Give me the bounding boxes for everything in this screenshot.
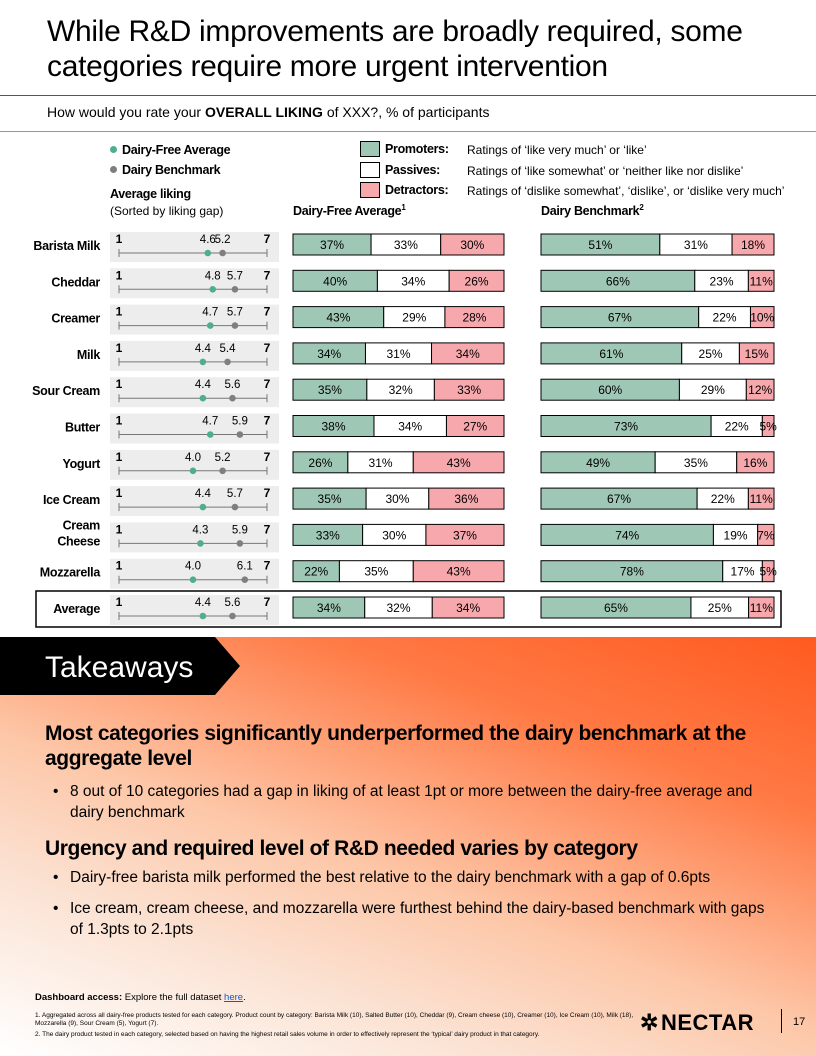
scale-min-label: 1 bbox=[115, 304, 123, 319]
dairy-free-bar-value-label: 35% bbox=[317, 492, 342, 507]
detractors-label: Detractors: bbox=[385, 183, 449, 197]
benchmark-bar-value-label: 19% bbox=[723, 528, 748, 543]
benchmark-avg-dot bbox=[232, 286, 239, 293]
dairy-free-avg-dot bbox=[205, 250, 212, 257]
benchmark-bar-value-label: 51% bbox=[588, 238, 613, 252]
liking-scale-background bbox=[110, 305, 279, 335]
category-label: Ice Cream bbox=[42, 493, 100, 508]
benchmark-avg-label: 5.7 bbox=[226, 488, 243, 501]
scale-max-label: 7 bbox=[263, 486, 271, 501]
benchmark-bar-value-label: 66% bbox=[605, 274, 630, 289]
dairy-free-bar-value-label: 26% bbox=[464, 274, 489, 289]
benchmark-bar-value-label: 67% bbox=[607, 492, 632, 507]
category-label: Yogurt bbox=[62, 456, 100, 471]
nectar-logo-text: NECTAR bbox=[660, 1010, 754, 1035]
dairy-free-bar-value-label: 31% bbox=[386, 346, 411, 361]
nectar-logo bbox=[640, 1010, 754, 1036]
benchmark-avg-label: 5.6 bbox=[224, 597, 241, 609]
benchmark-bar-value-label: 74% bbox=[615, 528, 640, 543]
scale-max-label: 7 bbox=[263, 522, 271, 537]
scale-min-label: 1 bbox=[115, 595, 123, 609]
dairy-free-heading-text: Dairy-Free Average bbox=[293, 204, 402, 219]
dashboard-text: Explore the full dataset bbox=[122, 992, 225, 1003]
dairy-free-bar-value-label: 30% bbox=[385, 492, 410, 507]
dairy-free-bar-value-label: 34% bbox=[398, 419, 423, 434]
dairy-free-avg-dot bbox=[207, 322, 214, 329]
benchmark-bar-value-label: 22% bbox=[712, 310, 737, 325]
footnote-1: 1. Aggregated across all dairy-free products tested for each category. Product count by category: Barista Milk (10), Salted Butter (10), Cheddar (9), Cream cheese (10), Creamer (10), Ice Cream (10), Milk (18), Mozzarella (9), Sour Cream (5), Yogurt (7). bbox=[35, 1012, 634, 1027]
category-label: Cream bbox=[62, 518, 100, 533]
dashboard-link[interactable]: here bbox=[224, 992, 244, 1003]
dashboard-label: Dashboard access: bbox=[35, 992, 123, 1003]
benchmark-heading-text: Dairy Benchmark bbox=[541, 204, 640, 219]
dairy-free-bar-value-label: 34% bbox=[456, 601, 481, 615]
dairy-free-avg-label: 4.8 bbox=[204, 270, 221, 283]
benchmark-bar-value-label: 7% bbox=[757, 528, 775, 543]
dairy-free-bar-value-label: 37% bbox=[452, 528, 477, 543]
benchmark-avg-label: 5.2 bbox=[214, 451, 231, 464]
benchmark-bar-value-label: 11% bbox=[749, 601, 773, 615]
dairy-free-avg-label: 4.4 bbox=[194, 488, 211, 501]
takeaway-heading-2: Urgency and required level of R&D needed varies by category bbox=[45, 837, 638, 860]
benchmark-bar-value-label: 35% bbox=[683, 455, 708, 470]
passives-description: Ratings of ‘like somewhat’ or ‘neither like nor dislike’ bbox=[467, 164, 744, 178]
benchmark-bar-value-label: 17% bbox=[730, 564, 755, 579]
dairy-free-bar-value-label: 32% bbox=[388, 383, 413, 398]
liking-scale-background bbox=[110, 414, 279, 444]
scale-max-label: 7 bbox=[263, 232, 271, 246]
scale-min-label: 1 bbox=[115, 340, 123, 355]
dairy-free-bar-value-label: 27% bbox=[463, 419, 488, 434]
benchmark-bar-value-label: 60% bbox=[598, 383, 623, 398]
benchmark-avg-label: 5.7 bbox=[226, 306, 243, 319]
category-label: Cheese bbox=[57, 534, 100, 549]
benchmark-avg-label: 5.7 bbox=[226, 270, 243, 283]
takeaway-bullet-3-text: Ice cream, cream cheese, and mozzarella were furthest behind the dairy-based benchmark with gaps of 1.3pts to 2.1pts bbox=[70, 900, 765, 938]
dairy-free-avg-label: 4.0 bbox=[185, 560, 201, 573]
dairy-free-bar-value-label: 43% bbox=[326, 310, 351, 325]
benchmark-bar-value-label: 49% bbox=[586, 455, 611, 470]
dashboard-end: . bbox=[243, 992, 246, 1003]
dairy-free-bar-value-label: 34% bbox=[317, 346, 342, 361]
benchmark-avg-dot bbox=[229, 613, 236, 620]
benchmark-avg-label: 5.9 bbox=[231, 415, 248, 428]
dairy-free-avg-dot bbox=[190, 576, 197, 583]
dairy-free-bar-value-label: 33% bbox=[457, 383, 482, 398]
benchmark-avg-dot bbox=[237, 431, 244, 438]
liking-scale-background bbox=[110, 268, 279, 298]
scale-min-label: 1 bbox=[115, 232, 123, 246]
takeaway-bullet-1: • 8 out of 10 categories had a gap in liking of at least 1pt or more between the dairy-free average and dairy benchmark bbox=[53, 781, 770, 823]
dairy-free-bar-value-label: 22% bbox=[304, 564, 329, 579]
legend-benchmark-label: Dairy Benchmark bbox=[122, 163, 221, 177]
category-label: Cheddar bbox=[51, 275, 100, 290]
dairy-free-avg-label: 4.0 bbox=[185, 451, 201, 464]
dairy-free-bar-value-label: 28% bbox=[462, 310, 487, 325]
footnote-2: 2. The dairy product tested in each category, selected based on having the highest retail sales volume in order to effectively represent the ‘typical’ dairy product in that category. bbox=[35, 1031, 540, 1038]
dairy-free-avg-label: 4.4 bbox=[194, 342, 211, 355]
benchmark-avg-dot bbox=[224, 359, 231, 366]
question-prefix: How would you rate your bbox=[47, 104, 205, 120]
takeaway-bullet-2: • Dairy-free barista milk performed the best relative to the dairy benchmark with a gap of 0.6pts bbox=[53, 867, 770, 888]
benchmark-bar-value-label: 16% bbox=[743, 455, 768, 470]
dairy-free-avg-label: 4.4 bbox=[194, 597, 211, 609]
dairy-free-bar-value-label: 43% bbox=[446, 455, 471, 470]
dairy-free-bar-value-label: 26% bbox=[308, 455, 333, 470]
passives-label: Passives: bbox=[385, 163, 440, 177]
dairy-free-bar-value-label: 34% bbox=[316, 601, 341, 615]
scale-max-label: 7 bbox=[263, 595, 271, 609]
scale-max-label: 7 bbox=[263, 377, 271, 392]
benchmark-avg-dot bbox=[237, 540, 244, 547]
dairy-free-avg-dot bbox=[209, 286, 216, 293]
category-label: Mozzarella bbox=[39, 565, 100, 580]
promoters-description: Ratings of ‘like very much’ or ‘like’ bbox=[467, 143, 647, 157]
dairy-free-bar-value-label: 33% bbox=[315, 528, 340, 543]
category-label: Butter bbox=[64, 420, 100, 435]
question-suffix: of XXX?, % of participants bbox=[322, 104, 490, 120]
benchmark-bar-value-label: 31% bbox=[683, 238, 708, 252]
dashboard-access bbox=[35, 992, 246, 1003]
category-label: Milk bbox=[76, 347, 100, 362]
dairy-free-bar-value-label: 30% bbox=[460, 238, 485, 252]
benchmark-avg-dot bbox=[229, 395, 236, 402]
dairy-free-avg-dot bbox=[190, 468, 197, 475]
takeaway-bullet-1-text: 8 out of 10 categories had a gap in liking of at least 1pt or more between the dairy-free average and dairy benchmark bbox=[70, 783, 753, 821]
dairy-free-avg-dot bbox=[207, 431, 214, 438]
benchmark-bar-value-label: 73% bbox=[614, 419, 639, 434]
dairy-free-bar-value-label: 34% bbox=[401, 274, 426, 289]
footer-divider bbox=[781, 1009, 782, 1033]
benchmark-bar-value-label: 5% bbox=[759, 419, 777, 434]
dairy-free-avg-dot bbox=[200, 504, 207, 511]
scale-min-label: 1 bbox=[115, 268, 123, 283]
scale-max-label: 7 bbox=[263, 304, 271, 319]
benchmark-bar-value-label: 11% bbox=[749, 274, 773, 289]
benchmark-avg-dot bbox=[232, 504, 239, 511]
benchmark-avg-label: 5.6 bbox=[224, 379, 241, 392]
legend-dairy-free-label: Dairy-Free Average bbox=[122, 143, 231, 157]
promoters-label: Promoters: bbox=[385, 142, 449, 156]
benchmark-bar-value-label: 65% bbox=[603, 601, 628, 615]
benchmark-avg-dot bbox=[219, 250, 226, 257]
dairy-free-avg-label: 4.3 bbox=[192, 524, 209, 537]
benchmark-bar-value-label: 25% bbox=[707, 601, 732, 615]
dairy-free-avg-dot bbox=[200, 359, 207, 366]
dairy-free-avg-dot bbox=[197, 540, 204, 547]
scale-max-label: 7 bbox=[263, 413, 271, 428]
benchmark-avg-label: 5.9 bbox=[231, 524, 248, 537]
page-title: While R&D improvements are broadly required, some categories require more urgent intervention bbox=[47, 15, 743, 83]
scale-max-label: 7 bbox=[263, 558, 271, 573]
dairy-free-bar-value-label: 34% bbox=[455, 346, 480, 361]
benchmark-bar-value-label: 5% bbox=[759, 564, 777, 579]
benchmark-bar-value-label: 29% bbox=[700, 383, 725, 398]
dairy-free-bar-value-label: 37% bbox=[320, 238, 345, 252]
scale-max-label: 7 bbox=[263, 449, 271, 464]
dairy-free-avg-label: 4.7 bbox=[202, 415, 219, 428]
benchmark-bar-value-label: 67% bbox=[607, 310, 632, 325]
dairy-free-avg-label: 4.6 bbox=[199, 234, 216, 246]
benchmark-bar-value-label: 25% bbox=[698, 346, 723, 361]
scale-min-label: 1 bbox=[115, 413, 123, 428]
dairy-free-bar-value-label: 35% bbox=[317, 383, 342, 398]
dairy-free-bar-value-label: 32% bbox=[386, 601, 411, 615]
scale-min-label: 1 bbox=[115, 558, 123, 573]
liking-scale-background bbox=[110, 232, 279, 262]
benchmark-bar-value-label: 10% bbox=[750, 310, 775, 325]
benchmark-bar-value-label: 78% bbox=[619, 564, 644, 579]
nectar-logo-icon: ✲ bbox=[640, 1010, 659, 1035]
benchmark-bar-value-label: 61% bbox=[599, 346, 624, 361]
scale-max-label: 7 bbox=[263, 268, 271, 283]
footnote-ref-1: 1 bbox=[401, 203, 406, 212]
benchmark-bar-value-label: 22% bbox=[710, 492, 735, 507]
benchmark-bar-value-label: 11% bbox=[749, 492, 773, 507]
takeaways-title: Takeaways bbox=[45, 651, 194, 684]
page-number: 17 bbox=[793, 1016, 806, 1028]
dairy-free-avg-label: 4.7 bbox=[202, 306, 219, 319]
category-label: Creamer bbox=[51, 311, 100, 326]
dairy-free-avg-label: 4.4 bbox=[194, 379, 211, 392]
sorted-note: (Sorted by liking gap) bbox=[110, 204, 224, 218]
takeaway-bullet-3: • Ice cream, cream cheese, and mozzarella were furthest behind the dairy-based benchmark with gaps of 1.3pts to 2.1pts bbox=[53, 898, 770, 940]
dairy-free-bar-value-label: 35% bbox=[364, 564, 389, 579]
dairy-free-bar-value-label: 31% bbox=[368, 455, 393, 470]
benchmark-bar-value-label: 23% bbox=[709, 274, 734, 289]
takeaway-bullet-2-text: Dairy-free barista milk performed the best relative to the dairy benchmark with a gap of 0.6pts bbox=[70, 869, 711, 886]
dairy-free-bar-value-label: 29% bbox=[402, 310, 427, 325]
takeaway-heading-1: Most categories significantly underperformed the dairy benchmark at the aggregate level bbox=[45, 722, 746, 770]
average-liking-label: Average liking bbox=[110, 187, 191, 201]
dairy-free-bar-value-label: 40% bbox=[323, 274, 348, 289]
dairy-free-avg-dot bbox=[200, 613, 207, 620]
scale-max-label: 7 bbox=[263, 340, 271, 355]
footnote-ref-2: 2 bbox=[639, 203, 644, 212]
benchmark-avg-label: 5.2 bbox=[214, 234, 231, 246]
benchmark-bar-value-label: 15% bbox=[744, 346, 769, 361]
benchmark-bar-value-label: 22% bbox=[724, 419, 749, 434]
benchmark-avg-dot bbox=[232, 322, 239, 329]
category-label: Barista Milk bbox=[33, 239, 100, 253]
detractors-description: Ratings of ‘dislike somewhat’, ‘dislike’, or ‘dislike very much’ bbox=[467, 184, 785, 198]
dairy-free-bar-value-label: 30% bbox=[382, 528, 407, 543]
scale-min-label: 1 bbox=[115, 377, 123, 392]
category-label: Sour Cream bbox=[32, 384, 100, 399]
scale-min-label: 1 bbox=[115, 486, 123, 501]
question-bold: OVERALL LIKING bbox=[204, 104, 323, 120]
benchmark-avg-dot bbox=[242, 576, 249, 583]
benchmark-avg-label: 5.4 bbox=[219, 342, 236, 355]
dairy-free-bar-value-label: 43% bbox=[446, 564, 471, 579]
dairy-free-bar-value-label: 36% bbox=[454, 492, 479, 507]
dairy-free-avg-dot bbox=[200, 395, 207, 402]
benchmark-bar-value-label: 12% bbox=[748, 383, 773, 398]
benchmark-avg-dot bbox=[219, 468, 226, 475]
scale-min-label: 1 bbox=[115, 449, 123, 464]
dairy-free-bar-value-label: 38% bbox=[321, 419, 346, 434]
benchmark-bar-value-label: 18% bbox=[741, 238, 766, 252]
scale-min-label: 1 bbox=[115, 522, 123, 537]
benchmark-avg-label: 6.1 bbox=[236, 560, 253, 573]
category-label: Average bbox=[53, 602, 100, 616]
dairy-free-bar-value-label: 33% bbox=[393, 238, 418, 252]
